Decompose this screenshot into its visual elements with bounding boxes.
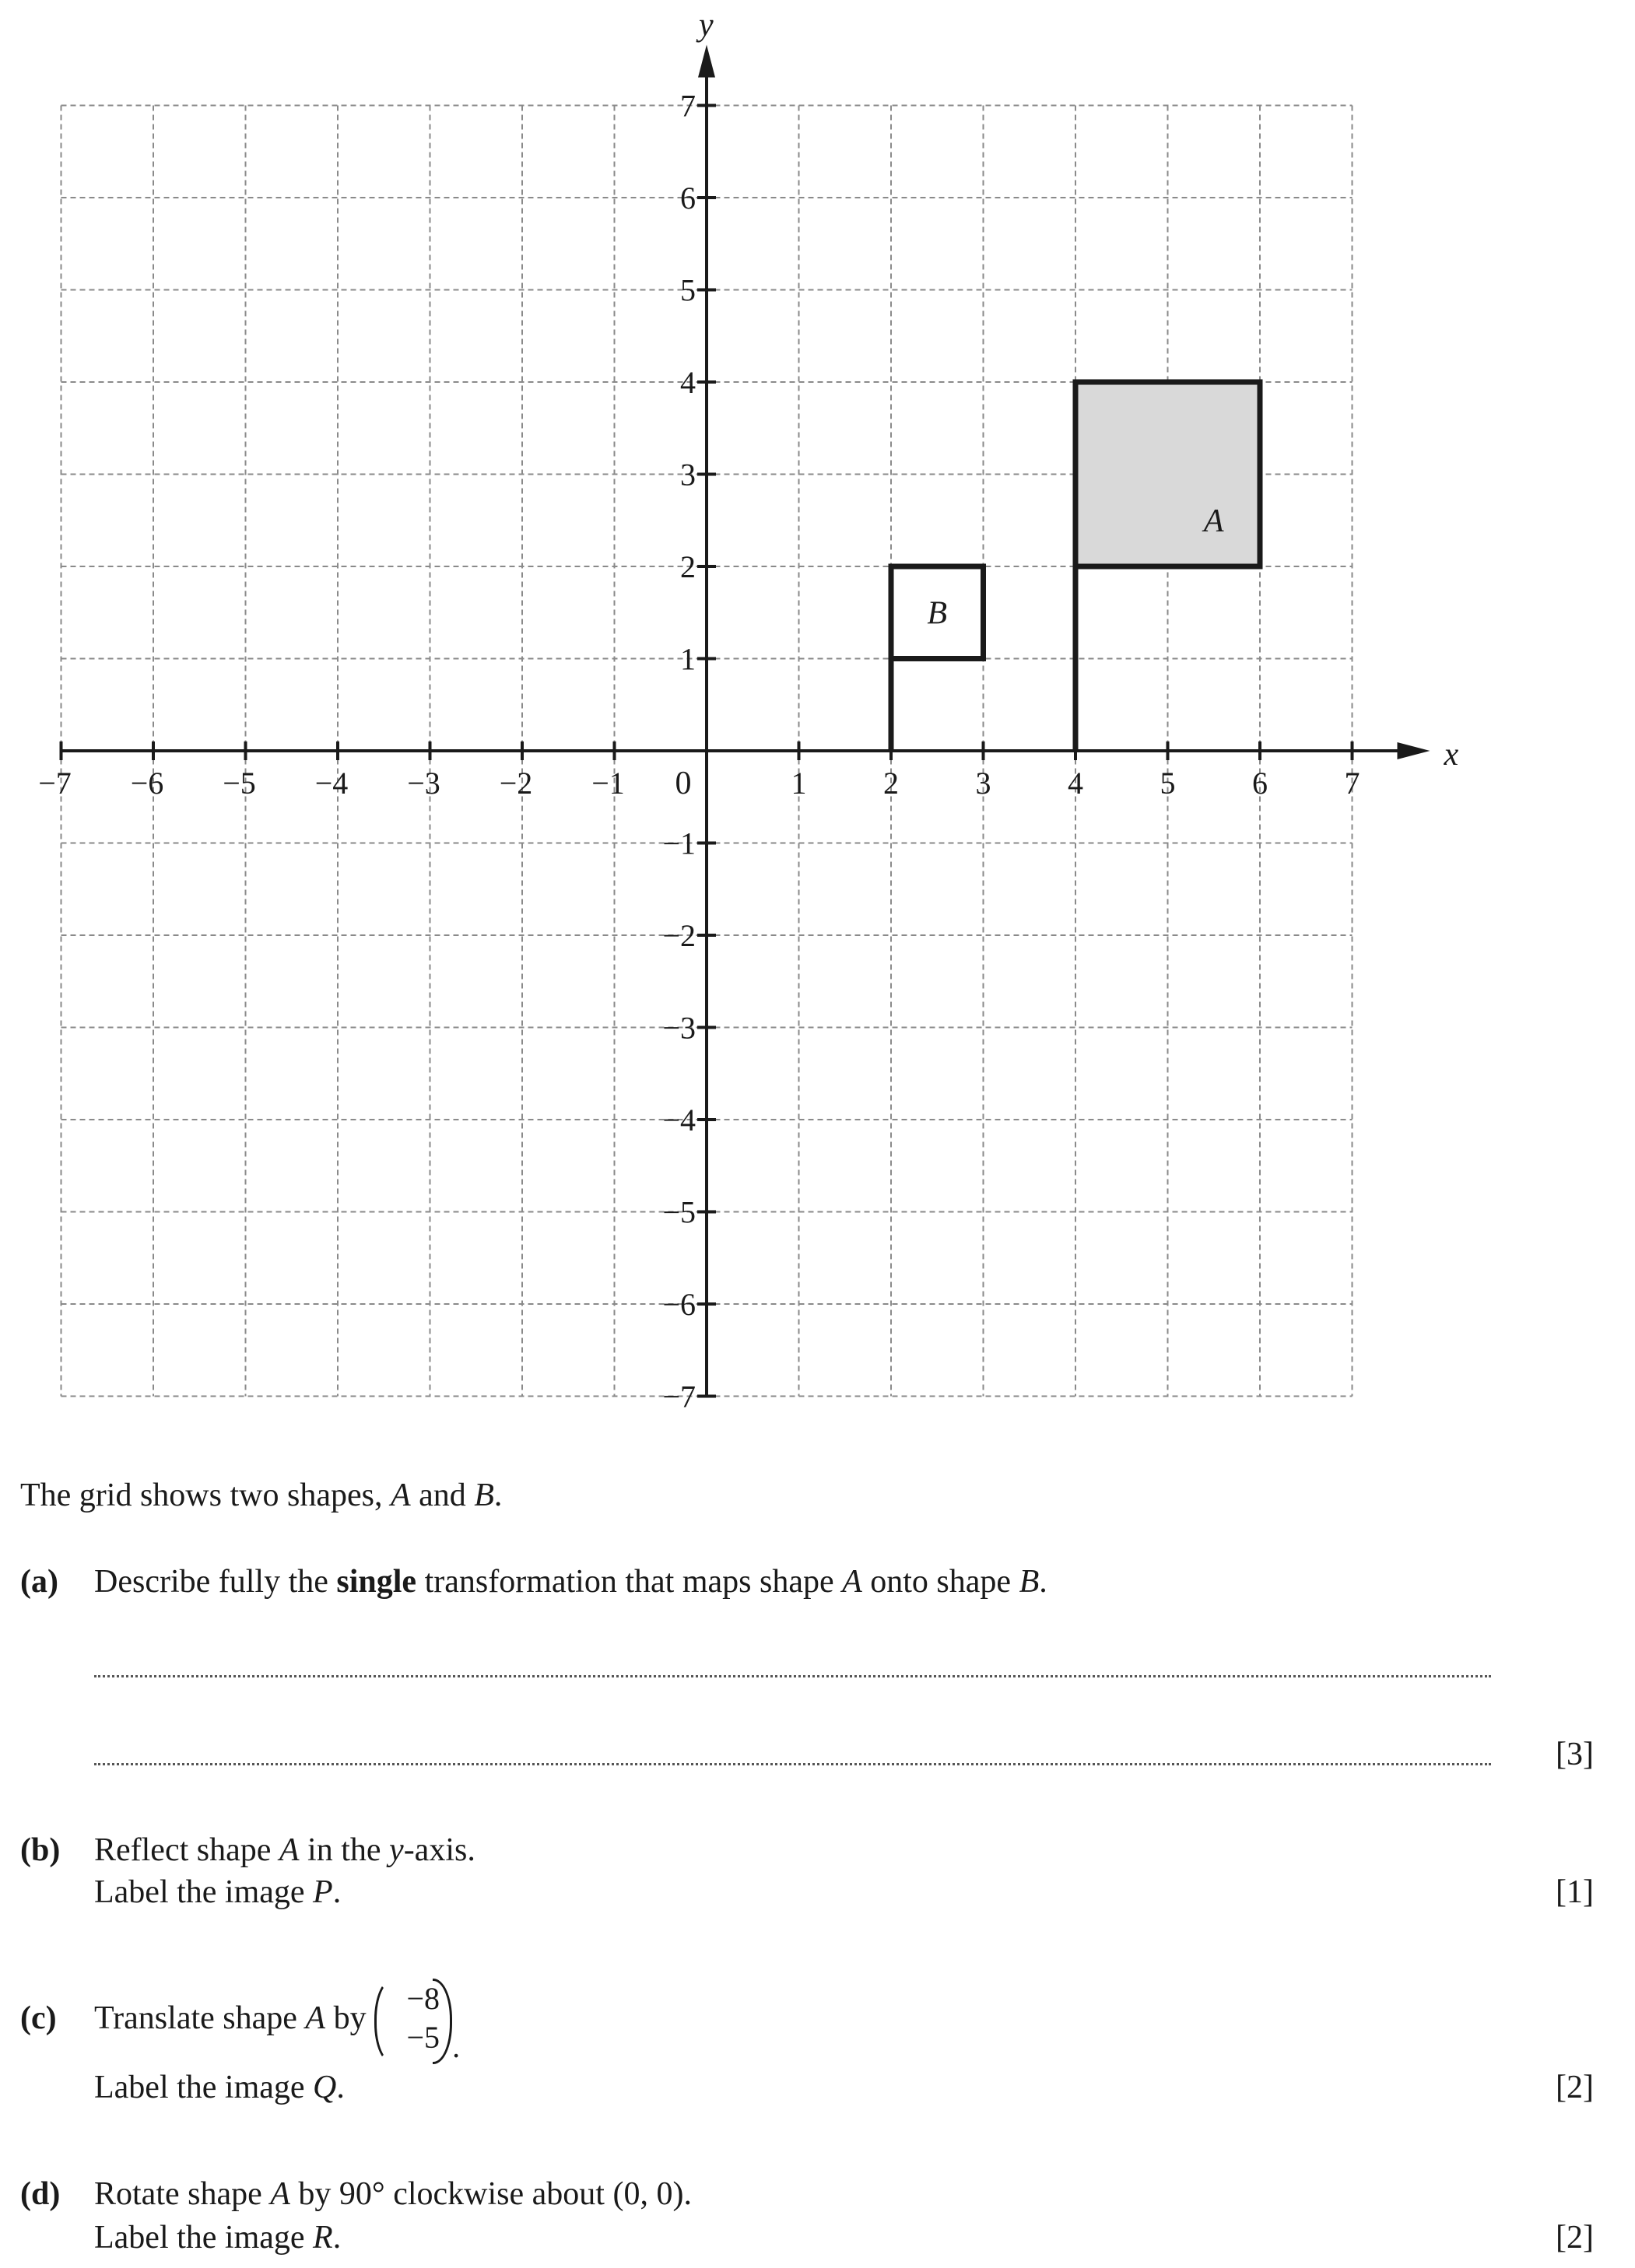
intro-shape-a: A <box>390 1478 411 1513</box>
part-b-y: y <box>389 1832 404 1868</box>
vector-top: −8 <box>406 1981 440 2017</box>
y-tick-label: 1 <box>680 641 696 677</box>
part-d-image-r: R <box>313 2220 333 2256</box>
vector-bottom: −5 <box>406 2020 440 2056</box>
y-axis-arrow <box>698 45 715 78</box>
part-a-text-3: onto shape <box>861 1564 1019 1600</box>
y-tick-label: −3 <box>662 1010 696 1046</box>
vector-right-paren <box>433 1979 452 2064</box>
part-a-shape-a: A <box>842 1564 862 1600</box>
part-a-shape-b: B <box>1019 1564 1040 1600</box>
x-axis-arrow <box>1398 742 1430 759</box>
part-d-line-2 <box>94 2217 341 2259</box>
y-tick-label: −4 <box>662 1102 696 1138</box>
answer-line-1[interactable] <box>94 1675 1491 1677</box>
x-tick-label: −5 <box>223 766 256 801</box>
y-tick-label: −2 <box>662 918 696 953</box>
part-c-text-2: by <box>325 2000 375 2036</box>
vector-left-paren <box>374 1979 394 2064</box>
intro-shape-b: B <box>474 1478 494 1513</box>
shape-a-label: A <box>1203 503 1224 539</box>
y-tick-label: 5 <box>680 272 696 308</box>
part-d-line-1 <box>94 2173 692 2215</box>
y-tick-label: 6 <box>680 181 696 216</box>
x-tick-label: 7 <box>1344 766 1360 801</box>
part-b-shape-a: A <box>279 1832 300 1868</box>
x-tick-label: −4 <box>314 766 349 801</box>
x-axis-label: x <box>1444 737 1459 773</box>
y-tick-label: −5 <box>662 1194 696 1230</box>
part-a-text-4: . <box>1039 1564 1047 1600</box>
x-tick-label: −6 <box>130 766 164 801</box>
part-b-text-2: in the <box>299 1832 390 1868</box>
part-c-label-text: Label the image <box>94 2070 314 2105</box>
x-tick-label: −7 <box>38 766 72 801</box>
part-b-end: . <box>332 1874 342 1910</box>
intro-text <box>20 1474 502 1516</box>
part-b-label-text: Label the image <box>94 1874 314 1910</box>
intro-before: The grid shows two shapes, <box>20 1478 391 1513</box>
part-b-label: (b) <box>20 1832 61 1868</box>
y-axis-label: y <box>699 7 714 44</box>
part-b-line-1 <box>94 1829 475 1871</box>
part-d-shape-a: A <box>270 2176 290 2212</box>
y-tick-label: −7 <box>662 1379 696 1414</box>
part-c-line-2 <box>94 2066 345 2109</box>
part-c-marks: [2] <box>1556 2070 1594 2105</box>
x-tick-label: 1 <box>791 766 807 801</box>
part-a-text-1: Describe fully the <box>94 1564 337 1600</box>
x-tick-label: 2 <box>883 766 899 801</box>
part-b-text-3: -axis. <box>403 1832 475 1868</box>
part-b-marks: [1] <box>1556 1874 1594 1910</box>
part-c-label: (c) <box>20 2000 57 2036</box>
part-d-text-1: Rotate shape <box>94 2176 271 2212</box>
part-b-image-p: P <box>313 1874 333 1910</box>
part-c-image-q: Q <box>313 2070 337 2105</box>
origin-label: 0 <box>675 766 692 801</box>
y-tick-label: −6 <box>662 1287 696 1322</box>
shape-a-flag <box>1075 382 1260 566</box>
x-tick-label: 5 <box>1160 766 1176 801</box>
y-tick-label: −1 <box>662 826 696 861</box>
part-a-text-2: transformation that maps shape <box>416 1564 843 1600</box>
x-tick-label: 3 <box>975 766 991 801</box>
y-tick-label: 7 <box>680 88 696 124</box>
vector-end: . <box>452 2029 461 2065</box>
part-b-line-2 <box>94 1871 341 1913</box>
intro-end: . <box>493 1478 503 1513</box>
x-tick-label: 6 <box>1252 766 1268 801</box>
part-c-line-1 <box>94 1976 460 2063</box>
shape-b-label: B <box>927 595 948 632</box>
part-d-label-text: Label the image <box>94 2220 314 2256</box>
y-tick-label: 3 <box>680 457 696 493</box>
x-tick-label: 4 <box>1068 766 1083 801</box>
part-a-label: (a) <box>20 1564 58 1600</box>
part-a-bold: single <box>336 1564 417 1600</box>
part-d-label: (d) <box>20 2176 61 2212</box>
part-d-text-2: by 90° clockwise about (0, 0). <box>289 2176 692 2212</box>
shapes-layer <box>891 382 1260 751</box>
axes <box>61 45 1430 1397</box>
answer-line-2[interactable] <box>94 1763 1491 1765</box>
x-tick-label: −1 <box>591 766 625 801</box>
part-a-marks: [3] <box>1556 1737 1594 1772</box>
part-b-text-1: Reflect shape <box>94 1832 279 1868</box>
part-c-text-1: Translate shape <box>94 2000 306 2036</box>
translation-vector <box>374 1979 460 2063</box>
part-c-end: . <box>336 2070 345 2105</box>
y-tick-label: 2 <box>680 549 696 584</box>
part-d-marks: [2] <box>1556 2220 1594 2256</box>
part-a-question <box>94 1561 1047 1603</box>
x-tick-label: −3 <box>407 766 440 801</box>
part-d-end: . <box>332 2220 342 2256</box>
part-c-shape-a: A <box>305 2000 326 2036</box>
y-tick-label: 4 <box>680 365 696 400</box>
x-tick-label: −2 <box>499 766 533 801</box>
intro-and: and <box>410 1478 475 1513</box>
